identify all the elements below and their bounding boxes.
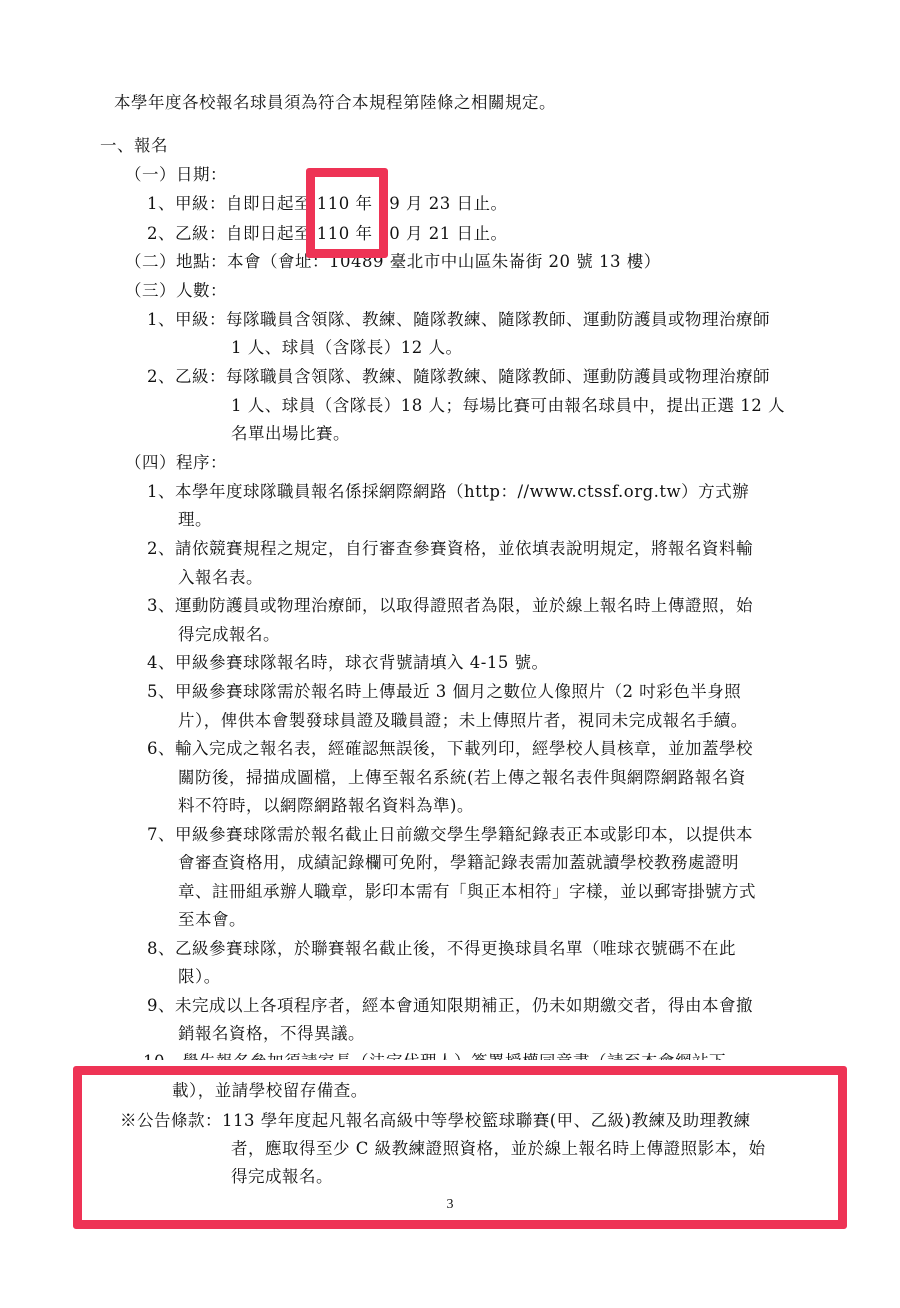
date-item-a: 1、甲級：自即日起至 110 年 09 月 23 日止。 bbox=[147, 194, 508, 213]
date-label: （一）日期： bbox=[125, 165, 227, 184]
procedure-item-6-line1: 6、輸入完成之報名表，經確認無誤後，下載列印，經學校人員核章，並加蓋學校 bbox=[147, 739, 753, 758]
intro-text: 本學年度各校報名球員須為符合本規程第陸條之相關規定。 bbox=[114, 93, 556, 112]
procedure-item-9-line2: 銷報名資格，不得異議。 bbox=[178, 1024, 365, 1043]
procedure-item-4: 4、甲級參賽球隊報名時，球衣背號請填入 4-15 號。 bbox=[147, 653, 549, 672]
procedure-item-1-line1: 1、本學年度球隊職員報名係採網際網路（http：//www.ctssf.org.tw）方式辦 bbox=[147, 482, 750, 501]
count-item-a-line2: 1 人、球員（含隊長）12 人。 bbox=[231, 338, 463, 357]
notice-highlight-box bbox=[73, 1066, 847, 1229]
page-number: 3 bbox=[446, 1197, 454, 1212]
date-item-b: 2、乙級：自即日起至 110 年 10 月 21 日止。 bbox=[147, 224, 508, 243]
count-item-a-line1: 1、甲級：每隊職員含領隊、教練、隨隊教練、隨隊教師、運動防護員或物理治療師 bbox=[147, 310, 770, 329]
procedure-item-7-line3: 章、註冊組承辦人職章，影印本需有「與正本相符」字樣，並以郵寄掛號方式 bbox=[178, 882, 756, 901]
notice-line3: 得完成報名。 bbox=[231, 1167, 333, 1186]
procedure-item-6-line3: 料不符時，以網際網路報名資料為準)。 bbox=[178, 796, 474, 815]
procedure-item-1-line2: 理。 bbox=[178, 510, 212, 529]
procedure-item-6-line2: 關防後，掃描成圖檔，上傳至報名系統(若上傳之報名表件與網際網路報名資 bbox=[178, 768, 746, 787]
procedure-item-9-line1: 9、未完成以上各項程序者，經本會通知限期補正，仍未如期繳交者，得由本會撤 bbox=[147, 996, 753, 1015]
count-label: （三）人數： bbox=[125, 281, 227, 300]
procedure-item-2-line2: 入報名表。 bbox=[178, 568, 263, 587]
notice-line2: 者，應取得至少 C 級教練證照資格，並於線上報名時上傳證照影本，始 bbox=[231, 1139, 766, 1158]
procedure-item-5-line2: 片），俾供本會製發球員證及職員證；未上傳照片者，視同未完成報名手續。 bbox=[178, 711, 748, 730]
procedure-item-10-line2: 載），並請學校留存備查。 bbox=[172, 1081, 368, 1100]
procedure-item-7-line1: 7、甲級參賽球隊需於報名截止日前繳交學生學籍紀錄表正本或影印本，以提供本 bbox=[147, 825, 753, 844]
procedure-item-8-line2: 限）。 bbox=[178, 967, 221, 986]
notice-line1: ※公告條款：113 學年度起凡報名高級中等學校籃球聯賽(甲、乙級)教練及助理教練 bbox=[120, 1111, 751, 1130]
count-item-b-line1: 2、乙級：每隊職員含領隊、教練、隨隊教練、隨隊教師、運動防護員或物理治療師 bbox=[147, 367, 770, 386]
procedure-item-2-line1: 2、請依競賽規程之規定，自行審查參賽資格，並依填表說明規定，將報名資料輸 bbox=[147, 539, 753, 558]
count-item-b-line3: 名單出場比賽。 bbox=[231, 424, 350, 443]
procedure-item-8-line1: 8、乙級參賽球隊，於聯賽報名截止後，不得更換球員名單（唯球衣號碼不在此 bbox=[147, 939, 736, 958]
count-item-b-line2: 1 人、球員（含隊長）18 人；每場比賽可由報名球員中，提出正選 12 人 bbox=[231, 396, 785, 415]
procedure-label: （四）程序： bbox=[125, 453, 227, 472]
year-highlight-box bbox=[306, 168, 388, 258]
section-title: 一、報名 bbox=[100, 136, 168, 155]
procedure-item-7-line2: 會審查資格用，成績記錄欄可免附，學籍記錄表需加蓋就讀學校教務處證明 bbox=[178, 853, 739, 872]
procedure-item-7-line4: 至本會。 bbox=[178, 910, 246, 929]
procedure-item-3-line1: 3、運動防護員或物理治療師，以取得證照者為限，並於線上報名時上傳證照，始 bbox=[147, 596, 753, 615]
procedure-item-5-line1: 5、甲級參賽球隊需於報名時上傳最近 3 個月之數位人像照片（2 吋彩色半身照 bbox=[147, 682, 742, 701]
location-text: （二）地點：本會（會址：10489 臺北市中山區朱崙街 20 號 13 樓） bbox=[125, 252, 661, 271]
procedure-item-3-line2: 得完成報名。 bbox=[178, 625, 280, 644]
